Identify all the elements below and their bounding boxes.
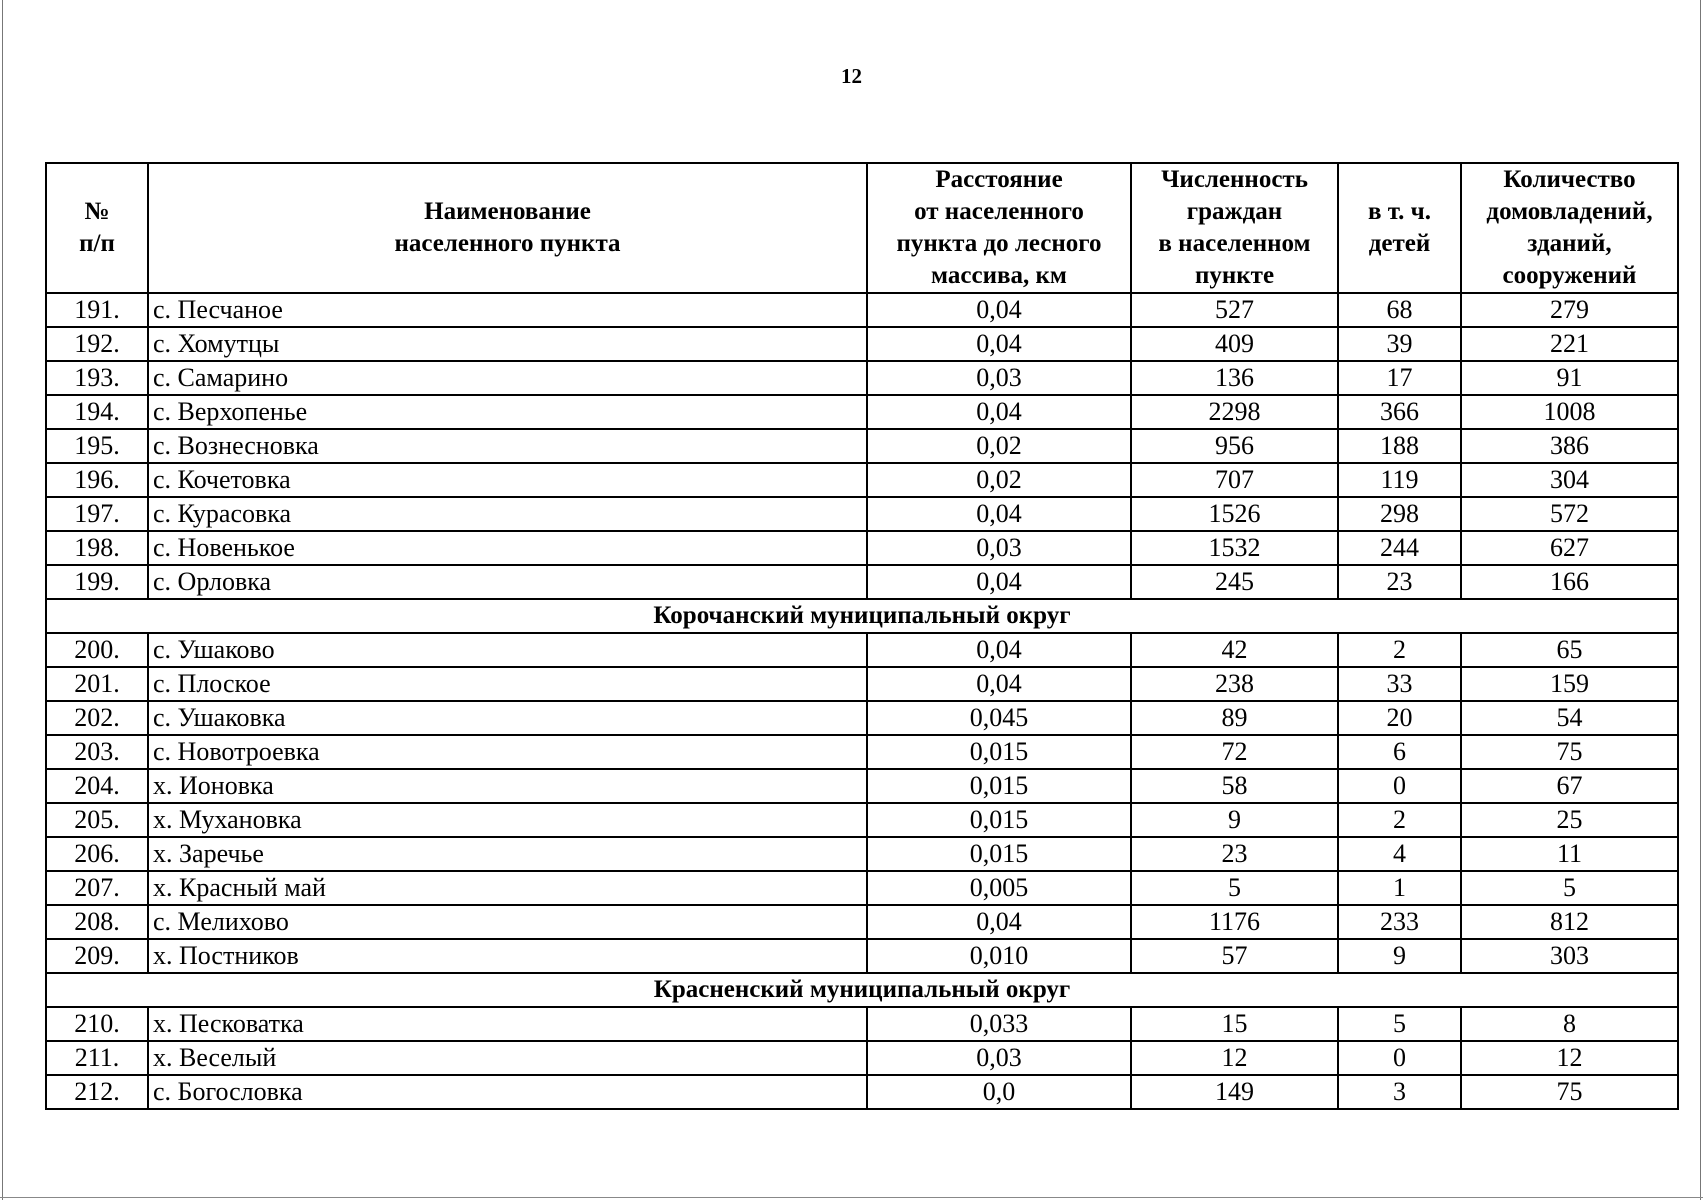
table-row: [46, 939, 1678, 973]
children-cell: 298: [1338, 497, 1461, 531]
distance-cell: 0,015: [867, 837, 1131, 871]
table-row: [46, 701, 1678, 735]
children-cell: 366: [1338, 395, 1461, 429]
buildings-cell: 159: [1461, 667, 1678, 701]
distance-cell: 0,03: [867, 1041, 1131, 1075]
buildings-cell: 386: [1461, 429, 1678, 463]
population-cell: 245: [1131, 565, 1338, 599]
section-row: [46, 599, 1678, 633]
settlements-table: [45, 162, 1679, 1110]
buildings-cell: 627: [1461, 531, 1678, 565]
buildings-cell: 303: [1461, 939, 1678, 973]
table-row: [46, 497, 1678, 531]
distance-cell: 0,04: [867, 633, 1131, 667]
distance-cell: 0,005: [867, 871, 1131, 905]
children-cell: 68: [1338, 293, 1461, 327]
table-row: [46, 871, 1678, 905]
table-row: [46, 429, 1678, 463]
distance-cell: 0,03: [867, 531, 1131, 565]
settlement-name: х. Ионовка: [148, 769, 867, 803]
table-row: [46, 667, 1678, 701]
table-row: [46, 327, 1678, 361]
buildings-cell: 279: [1461, 293, 1678, 327]
buildings-cell: 91: [1461, 361, 1678, 395]
population-cell: 58: [1131, 769, 1338, 803]
distance-cell: 0,015: [867, 769, 1131, 803]
children-cell: 244: [1338, 531, 1461, 565]
section-title: Корочанский муниципальный округ: [46, 599, 1678, 633]
row-number: 193.: [46, 361, 148, 395]
settlement-name: с. Ушаково: [148, 633, 867, 667]
page-edge-left: [2, 0, 3, 1200]
row-number: 202.: [46, 701, 148, 735]
population-cell: 1526: [1131, 497, 1338, 531]
buildings-cell: 65: [1461, 633, 1678, 667]
children-cell: 3: [1338, 1075, 1461, 1109]
population-cell: 89: [1131, 701, 1338, 735]
population-cell: 527: [1131, 293, 1338, 327]
table-row: [46, 565, 1678, 599]
distance-cell: 0,04: [867, 905, 1131, 939]
table-row: [46, 1075, 1678, 1109]
buildings-cell: 304: [1461, 463, 1678, 497]
population-cell: 707: [1131, 463, 1338, 497]
row-number: 194.: [46, 395, 148, 429]
header-name: Наименование населенного пункта: [148, 163, 867, 293]
row-number: 196.: [46, 463, 148, 497]
children-cell: 2: [1338, 803, 1461, 837]
distance-cell: 0,010: [867, 939, 1131, 973]
settlement-name: х. Песковатка: [148, 1007, 867, 1041]
settlement-name: с. Мелихово: [148, 905, 867, 939]
settlement-name: с. Богословка: [148, 1075, 867, 1109]
children-cell: 39: [1338, 327, 1461, 361]
buildings-cell: 8: [1461, 1007, 1678, 1041]
row-number: 207.: [46, 871, 148, 905]
settlement-name: с. Песчаное: [148, 293, 867, 327]
table-row: [46, 837, 1678, 871]
row-number: 205.: [46, 803, 148, 837]
children-cell: 119: [1338, 463, 1461, 497]
page-edge-right: [1700, 0, 1701, 1200]
settlement-name: с. Новотроевка: [148, 735, 867, 769]
children-cell: 33: [1338, 667, 1461, 701]
table-row: [46, 463, 1678, 497]
settlement-name: х. Постников: [148, 939, 867, 973]
page-number: 12: [841, 64, 862, 88]
population-cell: 15: [1131, 1007, 1338, 1041]
population-cell: 2298: [1131, 395, 1338, 429]
row-number: 210.: [46, 1007, 148, 1041]
children-cell: 233: [1338, 905, 1461, 939]
buildings-cell: 1008: [1461, 395, 1678, 429]
distance-cell: 0,04: [867, 327, 1131, 361]
children-cell: 2: [1338, 633, 1461, 667]
buildings-cell: 67: [1461, 769, 1678, 803]
distance-cell: 0,033: [867, 1007, 1131, 1041]
row-number: 209.: [46, 939, 148, 973]
children-cell: 0: [1338, 769, 1461, 803]
row-number: 203.: [46, 735, 148, 769]
buildings-cell: 5: [1461, 871, 1678, 905]
buildings-cell: 166: [1461, 565, 1678, 599]
settlement-name: с. Верхопенье: [148, 395, 867, 429]
row-number: 198.: [46, 531, 148, 565]
table-row: [46, 293, 1678, 327]
buildings-cell: 221: [1461, 327, 1678, 361]
distance-cell: 0,03: [867, 361, 1131, 395]
children-cell: 20: [1338, 701, 1461, 735]
settlement-name: с. Вознесновка: [148, 429, 867, 463]
header-row: [46, 163, 1678, 293]
settlement-name: х. Заречье: [148, 837, 867, 871]
buildings-cell: 11: [1461, 837, 1678, 871]
population-cell: 409: [1131, 327, 1338, 361]
table-row: [46, 769, 1678, 803]
header-children: в т. ч. детей: [1338, 163, 1461, 293]
row-number: 204.: [46, 769, 148, 803]
children-cell: 4: [1338, 837, 1461, 871]
row-number: 208.: [46, 905, 148, 939]
table-row: [46, 1007, 1678, 1041]
children-cell: 9: [1338, 939, 1461, 973]
distance-cell: 0,02: [867, 429, 1131, 463]
distance-cell: 0,0: [867, 1075, 1131, 1109]
table-row: [46, 735, 1678, 769]
distance-cell: 0,015: [867, 803, 1131, 837]
row-number: 206.: [46, 837, 148, 871]
population-cell: 956: [1131, 429, 1338, 463]
row-number: 191.: [46, 293, 148, 327]
population-cell: 1532: [1131, 531, 1338, 565]
population-cell: 9: [1131, 803, 1338, 837]
distance-cell: 0,04: [867, 497, 1131, 531]
settlement-name: с. Кочетовка: [148, 463, 867, 497]
table-row: [46, 633, 1678, 667]
table-row: [46, 905, 1678, 939]
header-population: Численность граждан в населенном пункте: [1131, 163, 1338, 293]
page-edge-bottom: [0, 1197, 1703, 1198]
population-cell: 5: [1131, 871, 1338, 905]
row-number: 201.: [46, 667, 148, 701]
distance-cell: 0,04: [867, 565, 1131, 599]
settlement-name: х. Красный май: [148, 871, 867, 905]
settlement-name: с. Новенькое: [148, 531, 867, 565]
population-cell: 136: [1131, 361, 1338, 395]
section-c: [46, 973, 1678, 1007]
population-cell: 72: [1131, 735, 1338, 769]
table-row: [46, 803, 1678, 837]
population-cell: 42: [1131, 633, 1338, 667]
population-cell: 57: [1131, 939, 1338, 973]
settlement-name: с. Хомутцы: [148, 327, 867, 361]
header-buildings: Количество домовладений, зданий, сооружений: [1461, 163, 1678, 293]
buildings-cell: 75: [1461, 735, 1678, 769]
population-cell: 23: [1131, 837, 1338, 871]
table-row: [46, 395, 1678, 429]
row-number: 199.: [46, 565, 148, 599]
settlement-name: с. Самарино: [148, 361, 867, 395]
row-number: 200.: [46, 633, 148, 667]
buildings-cell: 572: [1461, 497, 1678, 531]
table-header: [46, 163, 1678, 293]
children-cell: 6: [1338, 735, 1461, 769]
children-cell: 17: [1338, 361, 1461, 395]
distance-cell: 0,04: [867, 667, 1131, 701]
buildings-cell: 75: [1461, 1075, 1678, 1109]
table-row: [46, 1041, 1678, 1075]
header-distance: Расстояние от населенного пункта до лесного массива, км: [867, 163, 1131, 293]
buildings-cell: 812: [1461, 905, 1678, 939]
table-body-c: [46, 1007, 1678, 1109]
population-cell: 12: [1131, 1041, 1338, 1075]
children-cell: 0: [1338, 1041, 1461, 1075]
settlement-name: х. Веселый: [148, 1041, 867, 1075]
population-cell: 1176: [1131, 905, 1338, 939]
row-number: 212.: [46, 1075, 148, 1109]
children-cell: 1: [1338, 871, 1461, 905]
table-row: [46, 361, 1678, 395]
header-num: № п/п: [46, 163, 148, 293]
table-row: [46, 531, 1678, 565]
settlement-name: с. Плоское: [148, 667, 867, 701]
buildings-cell: 12: [1461, 1041, 1678, 1075]
buildings-cell: 25: [1461, 803, 1678, 837]
population-cell: 149: [1131, 1075, 1338, 1109]
settlement-name: с. Ушаковка: [148, 701, 867, 735]
children-cell: 5: [1338, 1007, 1461, 1041]
distance-cell: 0,045: [867, 701, 1131, 735]
settlement-name: х. Мухановка: [148, 803, 867, 837]
population-cell: 238: [1131, 667, 1338, 701]
buildings-cell: 54: [1461, 701, 1678, 735]
section-title: Красненский муниципальный округ: [46, 973, 1678, 1007]
section-b: [46, 599, 1678, 633]
section-row: [46, 973, 1678, 1007]
settlement-name: с. Курасовка: [148, 497, 867, 531]
row-number: 211.: [46, 1041, 148, 1075]
distance-cell: 0,02: [867, 463, 1131, 497]
row-number: 192.: [46, 327, 148, 361]
settlement-name: с. Орловка: [148, 565, 867, 599]
distance-cell: 0,04: [867, 293, 1131, 327]
row-number: 195.: [46, 429, 148, 463]
children-cell: 23: [1338, 565, 1461, 599]
table-body-b: [46, 633, 1678, 973]
table-body-a: [46, 293, 1678, 599]
children-cell: 188: [1338, 429, 1461, 463]
distance-cell: 0,04: [867, 395, 1131, 429]
row-number: 197.: [46, 497, 148, 531]
distance-cell: 0,015: [867, 735, 1131, 769]
